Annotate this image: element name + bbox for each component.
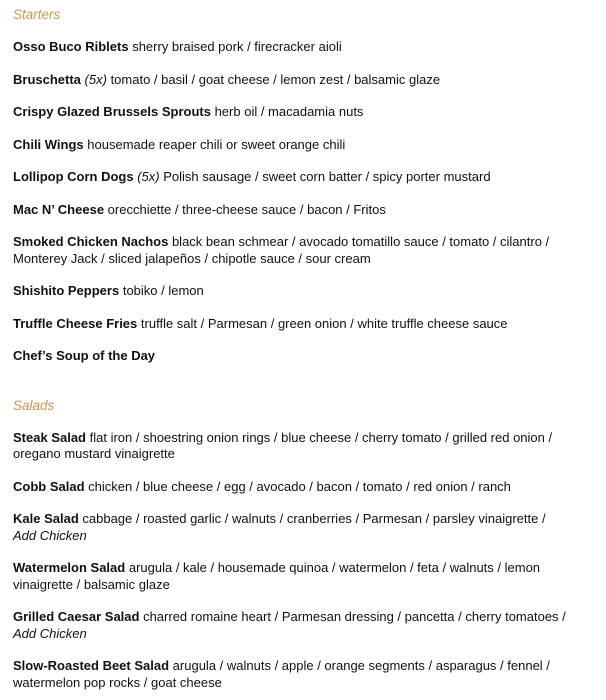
item-name: Shishito Peppers: [13, 283, 120, 298]
item-name: Crispy Glazed Brussels Sprouts: [13, 104, 211, 119]
section-heading: Salads: [13, 397, 55, 413]
item-name: Osso Buco Riblets: [13, 39, 129, 54]
item-description: flat iron / shoestring onion rings / blue cheese / cherry tomato / grilled red onion / oregano mustard vinaigrette: [13, 429, 553, 461]
menu-item: [13, 137, 573, 154]
menu-item: [13, 348, 573, 365]
menu-item: [13, 283, 573, 300]
menu-item: [13, 169, 573, 186]
menu-item: [13, 560, 573, 593]
item-description: black bean schmear / avocado tomatillo sauce / tomato / cilantro / Monterey Jack / sliced jalapeños / chipotle sauce / sour cream: [13, 234, 550, 266]
item-addon: Add Chicken: [13, 527, 87, 543]
item-name: Cobb Salad: [13, 478, 85, 494]
section-heading: Starters: [13, 7, 61, 22]
item-name: Bruschetta: [13, 71, 81, 87]
menu-item: [13, 479, 573, 496]
item-name: Lollipop Corn Dogs: [13, 169, 134, 184]
item-addon: Add Chicken: [13, 625, 87, 641]
item-description: charred romaine heart / Parmesan dressing / pancetta / cherry tomatoes /: [143, 609, 566, 624]
menu-item: [13, 658, 573, 691]
item-name: Mac N’ Cheese: [13, 201, 105, 217]
menu-item: [13, 202, 573, 219]
item-description: sherry braised pork / firecracker aioli: [132, 39, 342, 54]
item-description: tobiko / lemon: [122, 283, 204, 298]
menu-item: [13, 316, 573, 333]
item-note: (5x): [137, 169, 160, 184]
item-description: orecchiette / three-cheese sauce / bacon / Fritos: [107, 201, 386, 217]
item-description: tomato / basil / goat cheese / lemon zest / balsamic glaze: [110, 71, 441, 87]
item-description: housemade reaper chili or sweet orange chili: [87, 136, 346, 152]
item-name: Chef’s Soup of the Day: [13, 348, 156, 363]
item-name: Watermelon Salad: [13, 560, 126, 575]
menu-item: [13, 430, 573, 463]
item-description: arugula / kale / housemade quinoa / watermelon / feta / walnuts / lemon vinaigrette / balsamic glaze: [13, 560, 541, 592]
menu-item: [13, 511, 573, 544]
item-note: (5x): [84, 71, 107, 87]
item-description: Polish sausage / sweet corn batter / spicy porter mustard: [163, 169, 491, 184]
menu-item: [13, 72, 573, 89]
item-description: arugula / walnuts / apple / orange segments / asparagus / fennel / watermelon pop rocks / goat cheese: [13, 658, 550, 690]
item-description: cabbage / roasted garlic / walnuts / cranberries / Parmesan / parsley vinaigrette /: [82, 511, 546, 526]
item-description: truffle salt / Parmesan / green onion / white truffle cheese sauce: [140, 315, 508, 331]
menu-item: [13, 39, 573, 56]
item-name: Kale Salad: [13, 511, 79, 526]
item-description: chicken / blue cheese / egg / avocado / bacon / tomato / red onion / ranch: [88, 478, 511, 494]
item-name: Slow-Roasted Beet Salad: [13, 658, 170, 673]
menu-item: [13, 234, 573, 267]
item-name: Truffle Cheese Fries: [13, 315, 138, 331]
item-name: Grilled Caesar Salad: [13, 609, 140, 624]
menu-item: [13, 609, 573, 642]
item-name: Steak Salad: [13, 429, 86, 445]
item-name: Smoked Chicken Nachos: [13, 234, 169, 249]
item-name: Chili Wings: [13, 136, 84, 152]
item-description: herb oil / macadamia nuts: [214, 104, 364, 119]
menu-item: [13, 104, 573, 121]
